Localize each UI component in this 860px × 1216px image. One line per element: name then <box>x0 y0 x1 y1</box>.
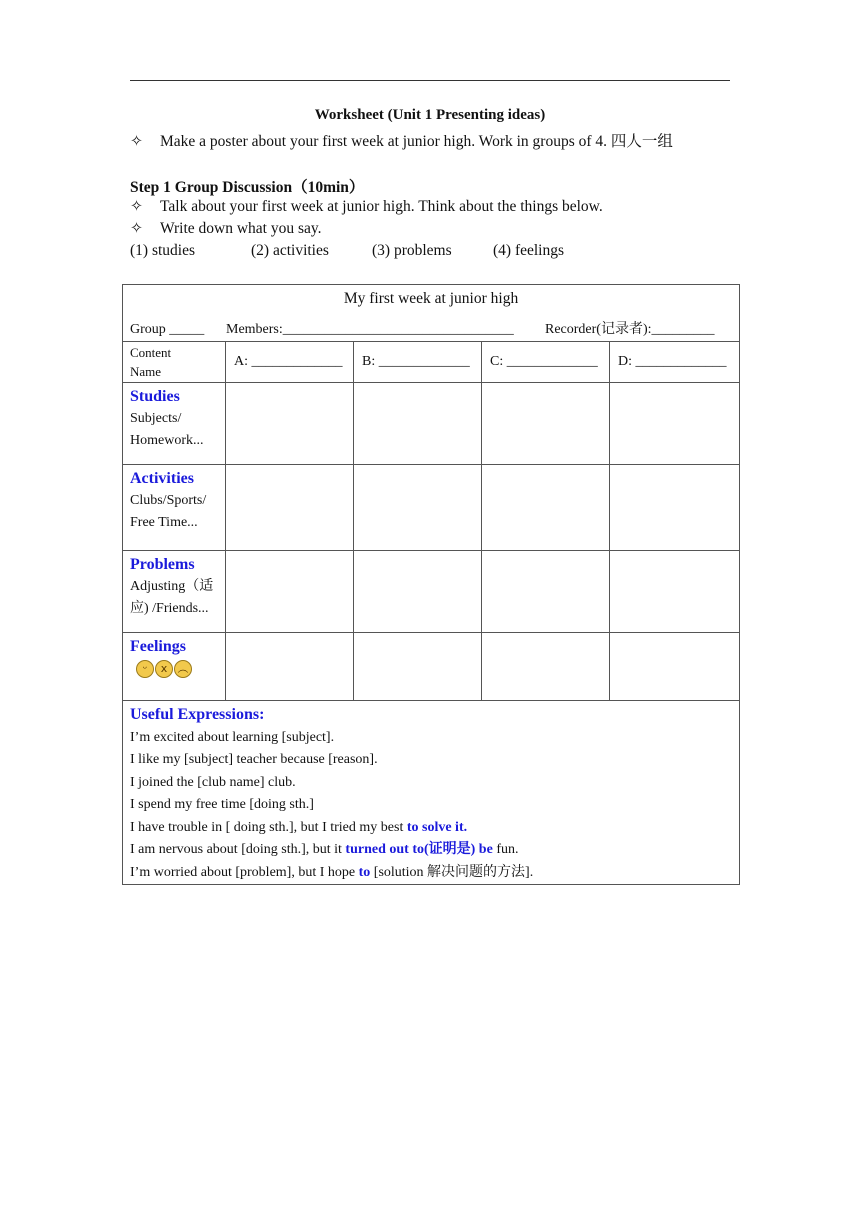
step1-bullet-text: Write down what you say. <box>160 220 322 237</box>
expression-text: fun. <box>492 842 519 857</box>
expression-text: I’m worried about [problem], but I hope <box>130 864 359 880</box>
expression-highlight: turned out to(证明是) be <box>345 842 493 857</box>
cell-problems-c[interactable] <box>482 551 610 633</box>
cell-feelings-a[interactable] <box>226 633 354 701</box>
cell-studies-d[interactable] <box>610 383 740 465</box>
step1-bullet-2 <box>130 219 322 238</box>
option-activities: (2) activities <box>251 242 329 259</box>
cell-feelings-d[interactable] <box>610 633 740 701</box>
cell-studies-c[interactable] <box>482 383 610 465</box>
step1-heading: Step 1 Group Discussion（10min） <box>130 179 365 196</box>
group-field: Group _____ <box>130 322 205 337</box>
expression-line: I’m excited about learning [subject]. <box>130 729 335 745</box>
intro-text: Make a poster about your first week at junior high. Work in groups of 4. 四人一组 <box>160 133 673 150</box>
studies-title: Studies <box>130 388 180 405</box>
member-d: D: _____________ <box>610 342 740 383</box>
members-field: Members:_________________________________ <box>226 322 514 337</box>
expression-text: [solution 解决问题的方法]. <box>370 864 534 880</box>
discussion-table <box>122 284 740 885</box>
cell-activities-c[interactable] <box>482 465 610 551</box>
cell-problems-b[interactable] <box>354 551 482 633</box>
cell-activities-b[interactable] <box>354 465 482 551</box>
member-a: A: _____________ <box>226 342 354 383</box>
expression-line <box>130 862 732 885</box>
member-b: B: _____________ <box>354 342 482 383</box>
cell-activities-d[interactable] <box>610 465 740 551</box>
activities-hint-1: Clubs/Sports/ <box>130 493 207 508</box>
expression-line: I spend my free time [doing sth.] <box>130 797 314 812</box>
bullet-icon: ✧ <box>130 198 143 215</box>
intro-line <box>130 129 673 151</box>
row-problems <box>123 551 226 633</box>
step1-bullet-1 <box>130 197 603 216</box>
problems-hint-1: Adjusting（适 <box>130 579 214 594</box>
expression-line <box>130 817 732 840</box>
top-rule <box>130 80 730 81</box>
feelings-title: Feelings <box>130 638 186 655</box>
activities-hint-2: Free Time... <box>130 515 198 530</box>
corner-cell <box>123 342 226 383</box>
cell-problems-a[interactable] <box>226 551 354 633</box>
row-studies <box>123 383 226 465</box>
cell-feelings-b[interactable] <box>354 633 482 701</box>
step1-bullet-text: Talk about your first week at junior high. Think about the things below. <box>160 198 603 215</box>
problems-hint-2: 应) /Friends... <box>130 601 209 616</box>
table-title: My first week at junior high <box>343 290 519 307</box>
studies-hint-1: Subjects/ <box>130 411 182 426</box>
corner-content-label: Content <box>130 345 172 360</box>
expression-highlight: to solve it. <box>406 819 468 835</box>
feelings-icons <box>130 658 218 680</box>
step1-options <box>130 242 564 260</box>
expression-text: I am nervous about [doing sth.], but it <box>130 842 346 857</box>
cell-studies-b[interactable] <box>354 383 482 465</box>
member-c: C: _____________ <box>482 342 610 383</box>
activities-title: Activities <box>130 470 194 487</box>
table-header <box>123 285 740 342</box>
sad-face-icon: ︵ <box>174 660 192 678</box>
expression-line: I joined the [club name] club. <box>130 774 296 790</box>
expression-line <box>130 839 732 862</box>
studies-hint-2: Homework... <box>130 433 204 448</box>
bullet-icon: ✧ <box>130 220 143 237</box>
tired-face-icon: x <box>155 660 173 678</box>
useful-expressions <box>123 701 740 885</box>
expression-highlight: to <box>358 864 371 880</box>
grinning-face-icon: ᵕ <box>136 660 154 678</box>
cell-activities-a[interactable] <box>226 465 354 551</box>
problems-title: Problems <box>130 556 195 573</box>
cell-studies-a[interactable] <box>226 383 354 465</box>
worksheet-title: Worksheet (Unit 1 Presenting ideas) <box>314 107 546 123</box>
expression-line: I like my [subject] teacher because [reason]. <box>130 752 378 767</box>
corner-name-label: Name <box>130 364 162 379</box>
cell-feelings-c[interactable] <box>482 633 610 701</box>
option-problems: (3) problems <box>372 242 452 259</box>
cell-problems-d[interactable] <box>610 551 740 633</box>
group-info-row <box>130 318 732 338</box>
row-activities <box>123 465 226 551</box>
bullet-icon: ✧ <box>130 133 143 150</box>
option-feelings: (4) feelings <box>493 242 565 259</box>
expression-text: I have trouble in [ doing sth.], but I tried my best <box>130 819 407 835</box>
recorder-field: Recorder(记录者):_________ <box>545 322 715 337</box>
option-studies: (1) studies <box>130 242 196 259</box>
useful-heading: Useful Expressions: <box>130 706 265 723</box>
row-feelings <box>123 633 226 701</box>
